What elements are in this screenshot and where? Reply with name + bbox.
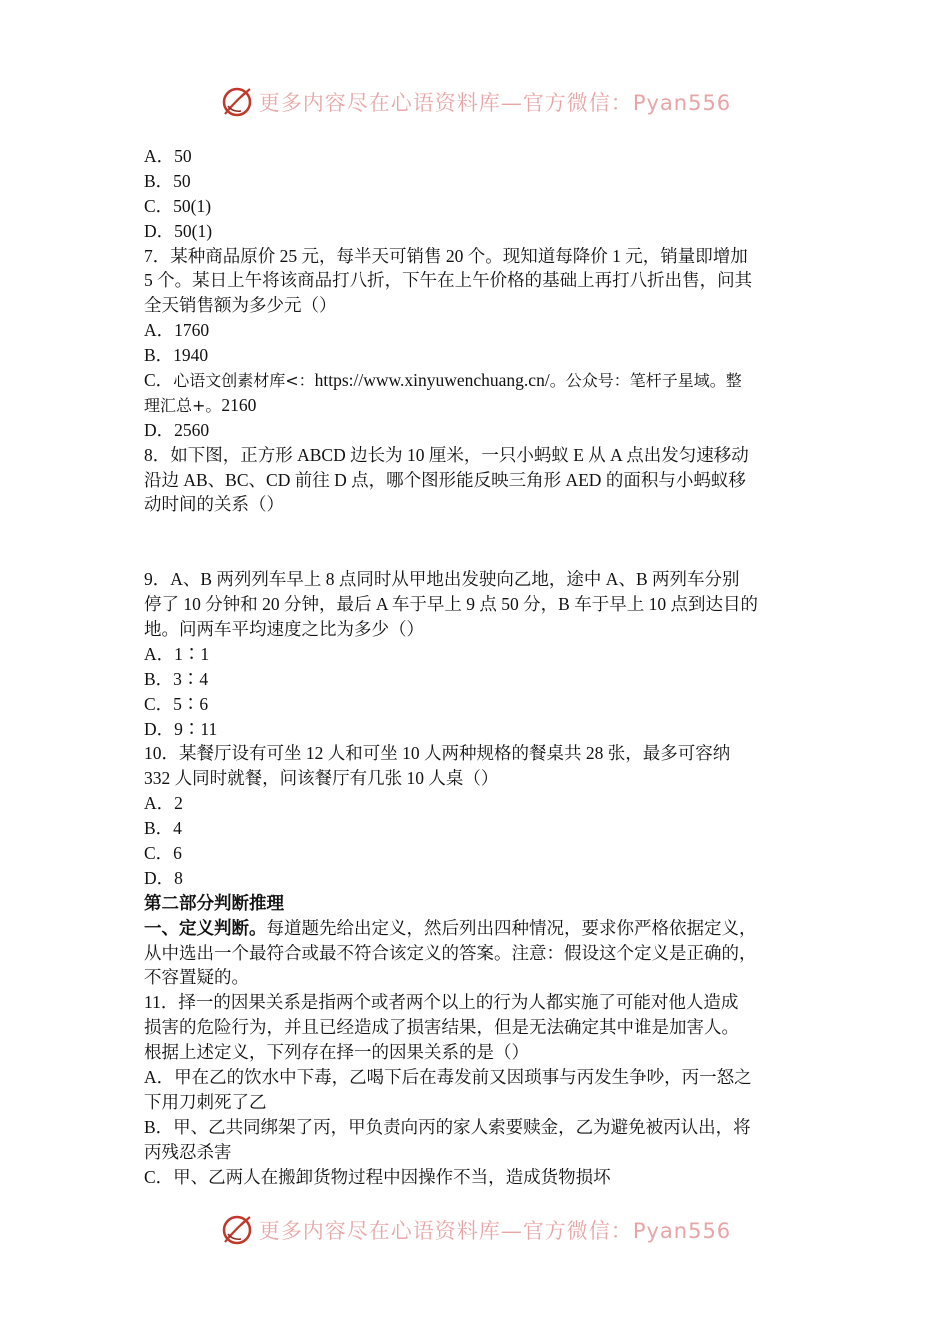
option-b-q11-line-1: B．甲、乙共同绑架了丙，甲负责向丙的家人索要赎金，乙为避免被丙认出，将 (144, 1116, 751, 1137)
option-b-q10: B．4 (144, 818, 182, 839)
footer-banner (0, 1208, 950, 1252)
question-7-line-1: 7．某种商品原价 25 元，每半天可销售 20 个。现知道每降价 1 元，销量即增加 (144, 245, 748, 266)
option-c-q11: C．甲、乙两人在搬卸货物过程中因操作不当，造成货物损坏 (144, 1166, 611, 1187)
figure-placeholder-gap (144, 517, 814, 567)
option-c-value: 2160 (221, 394, 257, 415)
watermark-url: https://www.xinyuwenchuang.cn/ (314, 370, 550, 391)
question-7-line-3: 全天销售额为多少元（） (144, 295, 337, 316)
definition-instructions-line-3: 不容置疑的。 (144, 967, 249, 988)
definition-instructions-line-1 (144, 916, 814, 941)
question-10-line-1: 10．某餐厅设有可坐 12 人和可坐 10 人两种规格的餐桌共 28 张，最多可容纳 (144, 743, 731, 764)
watermark-wechat-note: 。公众号：笔杆子星域。整 (549, 371, 742, 391)
option-c-q6: C．50(1) (144, 195, 212, 216)
footer-banner-text (259, 1215, 731, 1245)
header-banner-label: 更多内容尽在心语资料库—官方微信： (258, 91, 633, 115)
question-8-line-2: 沿边 AB、BC、CD 前往 D 点，哪个图形能反映三角形 AED 的面积与小蚂蚁移 (144, 469, 746, 490)
option-b-q11-line-2: 丙残忍杀害 (144, 1141, 232, 1162)
option-c-prefix: C． (144, 370, 174, 391)
quill-logo-icon (219, 1212, 255, 1248)
option-a-q9: A．1∶1 (144, 643, 210, 664)
question-11-line-1: 11．择一的因果关系是指两个或者两个以上的行为人都实施了可能对他人造成 (144, 992, 739, 1013)
option-c-q7-line-1 (144, 368, 814, 393)
question-9-line-1: 9．A、B 两列列车早上 8 点同时从甲地出发驶向乙地，途中 A、B 两列车分别 (144, 569, 740, 590)
section-heading-part-2: 第二部分判断推理 (144, 892, 284, 913)
footer-wechat-id: Pyan556 (632, 1219, 732, 1243)
watermark-site-label: 心语文创素材库<： (173, 371, 315, 391)
question-9-line-3: 地。问两车平均速度之比为多少（） (144, 618, 424, 639)
question-10-line-2: 332 人同时就餐，问该餐厅有几张 10 人桌（） (144, 768, 499, 789)
question-7-line-2: 5 个。某日上午将该商品打八折，下午在上午价格的基础上再打八折出售，问其 (144, 270, 753, 291)
instructions-text: 每道题先给出定义，然后列出四种情况，要求你严格依据定义， (266, 917, 757, 938)
footer-banner-inner (219, 1212, 731, 1248)
option-c-q9: C．5∶6 (144, 693, 209, 714)
option-c-q7-line-2 (144, 393, 814, 418)
question-8-line-3: 动时间的关系（） (144, 494, 284, 515)
header-banner (0, 80, 950, 124)
question-11-line-2: 损害的危险行为，并且已经造成了损害结果，但是无法确定其中谁是加害人。 (144, 1017, 739, 1038)
quill-logo-icon (219, 84, 255, 120)
subsection-heading: 一、定义判断。 (144, 917, 267, 938)
document-body (144, 144, 814, 1189)
option-a-q10: A．2 (144, 793, 183, 814)
header-banner-inner (219, 84, 731, 120)
option-b-q9: B．3∶4 (144, 668, 209, 689)
option-b-q6: B．50 (144, 170, 191, 191)
question-11-line-3: 根据上述定义，下列存在择一的因果关系的是（） (144, 1042, 529, 1063)
header-wechat-id: Pyan556 (632, 91, 732, 115)
header-banner-text (259, 87, 731, 117)
option-d-q7: D．2560 (144, 419, 210, 440)
option-d-q6: D．50(1) (144, 220, 213, 241)
option-d-q10: D．8 (144, 867, 183, 888)
question-9-line-2: 停了 10 分钟和 20 分钟，最后 A 车于早上 9 点 50 分，B 车于早上 10 点到达目的 (144, 594, 758, 615)
option-a-q7: A．1760 (144, 320, 210, 341)
option-a-q11-line-2: 下用刀刺死了乙 (144, 1091, 267, 1112)
question-8-line-1: 8．如下图，正方形 ABCD 边长为 10 厘米，一只小蚂蚁 E 从 A 点出发匀速移动 (144, 444, 749, 465)
option-c-q10: C．6 (144, 842, 182, 863)
footer-banner-label: 更多内容尽在心语资料库—官方微信： (258, 1219, 633, 1243)
option-d-q9: D．9∶11 (144, 718, 218, 739)
watermark-summary-note: 理汇总+。 (144, 395, 222, 415)
option-a-q6: A．50 (144, 146, 192, 166)
definition-instructions-line-2: 从中选出一个最符合或最不符合该定义的答案。注意：假设这个定义是正确的， (144, 942, 757, 963)
option-b-q7: B．1940 (144, 345, 209, 366)
option-a-q11-line-1: A．甲在乙的饮水中下毒，乙喝下后在毒发前又因琐事与丙发生争吵，丙一怒之 (144, 1066, 752, 1087)
